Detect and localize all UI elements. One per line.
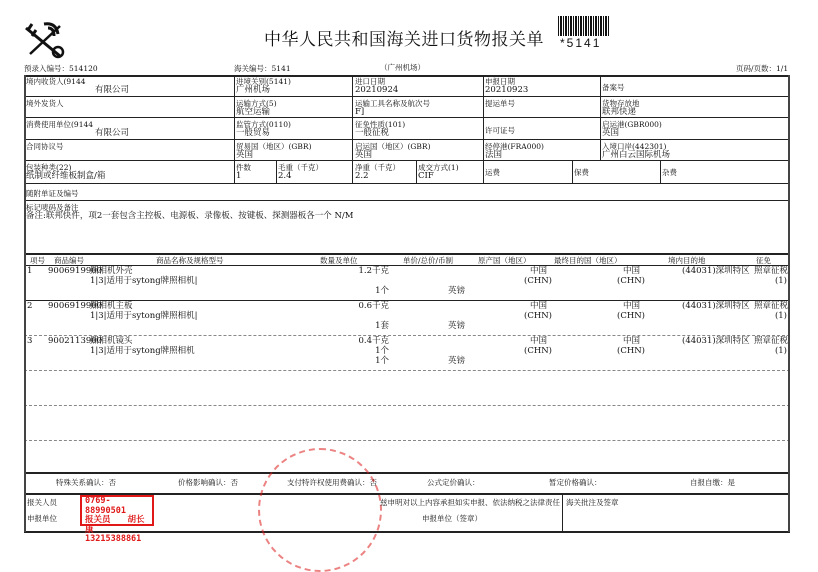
vehicle-label: 运输工具名称及航次号 xyxy=(355,99,430,108)
item-quantity: 0.6千克 xyxy=(358,301,389,311)
gross-weight-label: 毛重（千克） xyxy=(278,163,323,172)
net-weight-value: 2.2 xyxy=(355,171,369,181)
item-currency: 英镑 xyxy=(448,356,466,366)
deal-mode-label: 成交方式(1) xyxy=(418,163,459,172)
consignee-label: 境内收货人(9144 xyxy=(26,77,86,86)
barcode xyxy=(558,16,610,36)
item-no: 2 xyxy=(27,301,33,311)
item-levy-code: (1) xyxy=(774,276,787,286)
form-title: 中华人民共和国海关进口货物报关单 xyxy=(264,30,544,49)
item-quantity: 1个 xyxy=(375,286,389,296)
storage-value: 联邦快递 xyxy=(602,107,637,117)
item-quantity: 0.4千克 xyxy=(358,336,389,346)
item-code: 9006919900 xyxy=(48,301,103,311)
item-name: 照相机外壳 xyxy=(90,266,133,276)
item-dest-code: (CHN) xyxy=(617,346,645,356)
formula-price-confirm: 公式定价确认： xyxy=(427,478,480,487)
stamp-phone: 0769-88990501 xyxy=(85,496,126,516)
misc-fee-label: 杂费 xyxy=(662,168,677,177)
stamp-name: 报关员 胡长康 xyxy=(85,515,145,535)
trade-country-label: 贸易国（地区）(GBR) xyxy=(236,142,312,151)
item-levy: 照章征税 xyxy=(754,266,789,276)
entry-port-label: 入境口岸(442301) xyxy=(602,142,667,151)
marks-value: 备注:联邦快件，项2一套包含主控板、电源板、录像板、按键板、探测器板各一个 N/M xyxy=(26,211,354,221)
red-seal-stamp xyxy=(258,448,382,572)
declarant-stamp xyxy=(80,495,154,544)
item-origin-code: (CHN) xyxy=(524,276,552,286)
dep-port-label: 启运港(GBR000) xyxy=(602,120,662,129)
item-origin-code: (CHN) xyxy=(524,346,552,356)
item-dest: 中国 xyxy=(623,336,641,346)
item-origin: 中国 xyxy=(530,266,548,276)
marks-label: 标记唛码及备注 xyxy=(26,203,79,212)
item-domestic: (44031)深圳特区 xyxy=(682,301,750,311)
item-no: 3 xyxy=(27,336,33,346)
page-indicator: 页码/页数：1/1 xyxy=(736,64,789,73)
entry-port-value: 广州白云国际机场 xyxy=(602,150,671,160)
import-date-value: 20210924 xyxy=(355,85,399,95)
user-label: 消费使用单位(9144 xyxy=(26,120,94,129)
item-no: 1 xyxy=(27,266,33,276)
item-dest: 中国 xyxy=(623,301,641,311)
vehicle-value: F] xyxy=(355,107,365,117)
item-dest: 中国 xyxy=(623,266,641,276)
pre-entry-number: 预录入编号：514120 xyxy=(24,64,98,73)
dep-port-value: 英国 xyxy=(602,128,620,138)
license-label: 许可证号 xyxy=(485,126,515,135)
pieces-label: 件数 xyxy=(236,163,251,172)
declare-date-label: 申报日期 xyxy=(485,77,515,86)
insurance-label: 保费 xyxy=(574,168,589,177)
item-spec: 1|3|适用于sytong牌照相机| xyxy=(90,311,198,321)
transit-port-value: 法国 xyxy=(485,150,503,160)
gross-weight-value: 2.4 xyxy=(278,171,292,181)
dep-country-value: 英国 xyxy=(355,150,373,160)
barcode-text: *5141 xyxy=(560,36,602,50)
price-impact-confirm: 价格影响确认：否 xyxy=(178,478,238,487)
transport-mode-value: 航空运输 xyxy=(236,107,271,117)
trade-country-value: 英国 xyxy=(236,150,254,160)
supervision-label: 监管方式(0110) xyxy=(236,120,291,129)
col-levy: 征免 xyxy=(756,256,771,265)
item-currency: 英镑 xyxy=(448,321,466,331)
item-spec: 1|3|适用于sytong牌照相机| xyxy=(90,276,198,286)
item-quantity: 1个 xyxy=(375,346,389,356)
col-qty: 数量及单位 xyxy=(320,256,358,265)
net-weight-label: 净重（千克） xyxy=(355,163,400,172)
import-date-label: 进口日期 xyxy=(355,77,385,86)
col-name: 商品名称及规格型号 xyxy=(156,256,224,265)
item-name: 照相机主板 xyxy=(90,301,133,311)
customs-emblem-icon xyxy=(22,20,68,60)
statement: 兹申明对以上内容承担如实申报、依法纳税之法律责任 xyxy=(380,498,560,507)
item-domestic: (44031)深圳特区 xyxy=(682,336,750,346)
self-pay-confirm: 自报自缴：是 xyxy=(690,478,735,487)
item-spec: 1|3|适用于sytong牌照相机 xyxy=(90,346,195,356)
col-dest: 最终目的国（地区） xyxy=(554,256,622,265)
package-label: 包装种类(22) xyxy=(26,163,72,172)
item-dest-code: (CHN) xyxy=(617,276,645,286)
bill-label: 提运单号 xyxy=(485,99,515,108)
shipper-label: 境外发货人 xyxy=(26,99,64,108)
item-origin: 中国 xyxy=(530,336,548,346)
item-currency: 英镑 xyxy=(448,286,466,296)
item-quantity: 1个 xyxy=(375,356,389,366)
declare-date-value: 20210923 xyxy=(485,85,529,95)
storage-label: 货物存放地 xyxy=(602,99,640,108)
port-name: （广州机场） xyxy=(380,63,425,72)
item-quantity: 1套 xyxy=(375,321,389,331)
item-levy-code: (1) xyxy=(774,346,787,356)
item-levy-code: (1) xyxy=(774,311,787,321)
special-relation-confirm: 特殊关系确认：否 xyxy=(56,478,116,487)
docs-label: 随附单证及编号 xyxy=(26,189,79,198)
supervision-value: 一般贸易 xyxy=(236,128,271,138)
declare-unit-label: 申报单位 xyxy=(27,514,57,523)
pieces-value: 1 xyxy=(236,171,242,181)
entry-customs-label: 进境关别(5141) xyxy=(236,77,291,86)
item-name: 照相机镜头 xyxy=(90,336,133,346)
stamp-mobile: 13215388861 xyxy=(85,534,142,544)
transit-port-label: 经停港(FRA000) xyxy=(485,142,544,151)
item-quantity: 1.2千克 xyxy=(358,266,389,276)
customs-number: 海关编号：5141 xyxy=(234,64,291,73)
levy-nature-label: 征免性质(101) xyxy=(355,120,406,129)
customs-note-label: 海关批注及签章 xyxy=(566,498,619,507)
entry-customs-value: 广州机场 xyxy=(236,85,271,95)
royalty-confirm: 支付特许权使用费确认：否 xyxy=(287,478,377,487)
consignee-value: 有限公司 xyxy=(95,85,130,95)
item-code: 9006919900 xyxy=(48,266,103,276)
item-origin: 中国 xyxy=(530,301,548,311)
item-code: 9002113900 xyxy=(48,336,103,346)
col-code: 商品编号 xyxy=(54,256,84,265)
item-domestic: (44031)深圳特区 xyxy=(682,266,750,276)
item-dest-code: (CHN) xyxy=(617,311,645,321)
deal-mode-value: CIF xyxy=(418,171,434,181)
contract-label: 合同协议号 xyxy=(26,142,64,151)
col-no: 项号 xyxy=(30,256,45,265)
user-value: 有限公司 xyxy=(95,128,130,138)
package-value: 纸制或纤维板制盒/箱 xyxy=(26,171,106,181)
item-levy: 照章征税 xyxy=(754,301,789,311)
unit-seal-label: 申报单位（签章） xyxy=(422,514,482,523)
transport-mode-label: 运输方式(5) xyxy=(236,99,277,108)
col-origin: 原产国（地区） xyxy=(478,256,531,265)
provisional-price-confirm: 暂定价格确认： xyxy=(549,478,602,487)
declarant-label: 报关人员 xyxy=(27,498,57,507)
dep-country-label: 启运国（地区）(GBR) xyxy=(355,142,431,151)
col-price: 单价/总价/币制 xyxy=(403,256,454,265)
levy-nature-value: 一般征税 xyxy=(355,128,390,138)
freight-label: 运费 xyxy=(485,168,500,177)
item-levy: 照章征税 xyxy=(754,336,789,346)
col-domestic: 境内目的地 xyxy=(668,256,706,265)
item-origin-code: (CHN) xyxy=(524,311,552,321)
record-no-label: 备案号 xyxy=(602,83,625,92)
